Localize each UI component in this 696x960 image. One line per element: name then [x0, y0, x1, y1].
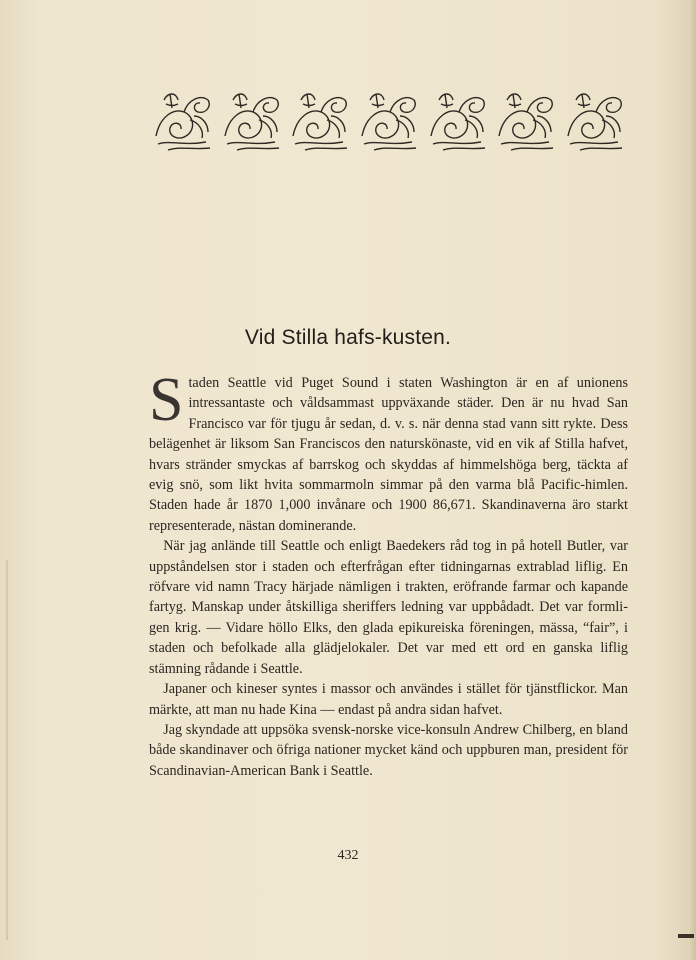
corner-mark — [678, 934, 694, 938]
header-ornament-band — [150, 86, 626, 154]
paragraph: När jag anlände till Seattle och enligt Baedekers råd tog in på hotell Butler, var uppståndelsen stor i staden och efterfrågan efter tidningarnas extrablad liflig. En röfvare vid namn Tracy härjade nämligen i trakten, eröfrande farmar och kapande fartyg. Manskap under åtskilliga sheriffers ledning var uppbådadt. Det var formligen krig. — Vidare höllo Elks, den glada epikureiska föreningen, mässa, “fair”, i staden och befolkade alla glädjelokaler. Det var med ett ord en ganska liflig stämning rådande i Seattle. — [149, 538, 628, 677]
floral-ornament-icon — [493, 86, 557, 154]
paragraph — [149, 366, 628, 536]
floral-ornament-icon — [219, 86, 283, 154]
paragraph: Jag skyndade att uppsöka svensk-norske vice-konsuln Andrew Chilberg, en bland både skandinaver och öfriga nationer mycket känd och uppburen man, president för Scandinavian-American Bank i Seattle. — [149, 721, 628, 779]
paragraph: Japaner och kineser syntes i massor och användes i stället för tjänstflickor. Man märkte, att man nu hade Kina — endast på andra sidan hafvet. — [149, 681, 628, 718]
floral-ornament-icon — [150, 86, 214, 154]
body-text — [149, 366, 628, 781]
floral-ornament-icon — [356, 86, 420, 154]
floral-ornament-icon — [562, 86, 626, 154]
floral-ornament-icon — [287, 86, 351, 154]
floral-ornament-icon — [425, 86, 489, 154]
paragraph-text: taden Seattle vid Puget Sound i staten Washington är en af unionens intressantaste och våldsammast uppväxande städer. Den är nu hvad San Francisco var för tjugu år sedan, d. v. s. när denna stad vann sitt rykte. Dess belägenhet är liksom San Franciscos den naturskönaste, vid en vik af Stilla hafvet, hvars stränder smyckas af barrskog och skyddas af himmelshöga berg, täckta af evig snö, som likt hvita sommarmoln simmar på den varma blå Pacific-himlen. Staden hade år 1870 1,000 invånare och 1900 86,671. Skandinaverna äro starkt representerade, nästan dominerande. — [149, 375, 628, 534]
drop-cap: S — [149, 366, 184, 434]
page-gutter-shadow — [6, 560, 8, 940]
page-number: 432 — [337, 848, 359, 863]
page-edge — [688, 0, 696, 960]
chapter-title: Vid Stilla hafs-kusten. — [244, 326, 452, 349]
